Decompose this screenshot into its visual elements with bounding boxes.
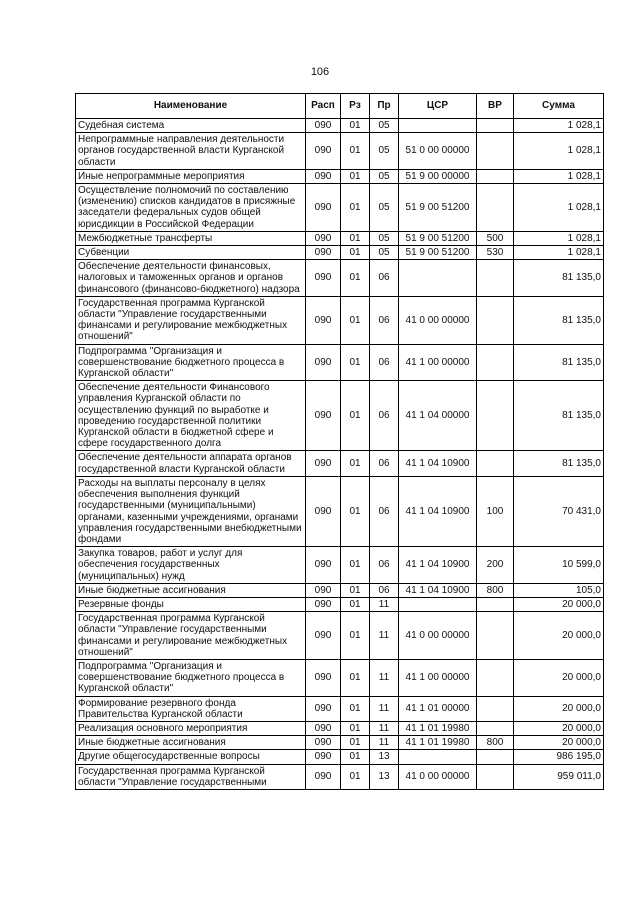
cell-vr [477, 344, 514, 381]
table-body [76, 119, 604, 790]
cell-rz: 01 [341, 231, 370, 245]
table-row [76, 764, 604, 789]
cell-name: Иные непрограммные мероприятия [76, 169, 306, 183]
cell-vr [477, 750, 514, 764]
cell-rasp: 090 [306, 696, 341, 721]
cell-vr [477, 119, 514, 133]
table-row [76, 231, 604, 245]
cell-rz: 01 [341, 133, 370, 170]
table-row [76, 184, 604, 232]
cell-sum: 105,0 [514, 583, 604, 597]
cell-rasp: 090 [306, 597, 341, 611]
cell-rz: 01 [341, 583, 370, 597]
cell-pr: 06 [370, 381, 399, 451]
cell-pr: 06 [370, 451, 399, 476]
cell-vr: 530 [477, 246, 514, 260]
cell-rz: 01 [341, 246, 370, 260]
cell-rz: 01 [341, 597, 370, 611]
cell-csr: 41 1 00 00000 [399, 659, 477, 696]
cell-pr: 05 [370, 119, 399, 133]
cell-sum: 10 599,0 [514, 547, 604, 584]
cell-name: Государственная программа Курганской области "Управление государственными финансами и регулирование межбюджетных отношений" [76, 296, 306, 344]
cell-csr: 41 1 01 00000 [399, 696, 477, 721]
header-rasp: Расп [306, 94, 341, 119]
cell-sum: 20 000,0 [514, 696, 604, 721]
cell-vr: 200 [477, 547, 514, 584]
cell-rasp: 090 [306, 764, 341, 789]
cell-name: Непрограммные направления деятельности органов государственной власти Курганской области [76, 133, 306, 170]
cell-pr: 05 [370, 231, 399, 245]
cell-name: Иные бюджетные ассигнования [76, 736, 306, 750]
cell-vr [477, 696, 514, 721]
cell-sum: 81 135,0 [514, 451, 604, 476]
cell-sum: 20 000,0 [514, 659, 604, 696]
cell-name: Формирование резервного фонда Правительства Курганской области [76, 696, 306, 721]
cell-pr: 05 [370, 246, 399, 260]
cell-csr: 41 1 01 19980 [399, 721, 477, 735]
table-row [76, 696, 604, 721]
header-sum: Сумма [514, 94, 604, 119]
cell-vr [477, 381, 514, 451]
cell-vr [477, 451, 514, 476]
cell-name: Государственная программа Курганской области "Управление государственными финансами и регулирование межбюджетных отношений" [76, 612, 306, 660]
cell-rasp: 090 [306, 119, 341, 133]
cell-name: Иные бюджетные ассигнования [76, 583, 306, 597]
cell-csr [399, 119, 477, 133]
cell-rz: 01 [341, 260, 370, 297]
cell-rz: 01 [341, 696, 370, 721]
table-row [76, 260, 604, 297]
cell-name: Резервные фонды [76, 597, 306, 611]
cell-rasp: 090 [306, 721, 341, 735]
header-name: Наименование [76, 94, 306, 119]
cell-sum: 1 028,1 [514, 231, 604, 245]
cell-sum: 20 000,0 [514, 612, 604, 660]
cell-sum: 20 000,0 [514, 597, 604, 611]
table-row [76, 597, 604, 611]
cell-rasp: 090 [306, 133, 341, 170]
cell-pr: 11 [370, 612, 399, 660]
cell-sum: 959 011,0 [514, 764, 604, 789]
cell-name: Обеспечение деятельности аппарата органов государственной власти Курганской области [76, 451, 306, 476]
cell-name: Обеспечение деятельности Финансового управления Курганской области по осуществлению функций по выработке и проведению государственной политики Курганской области в бюджетной сфере и сфере государственного долга [76, 381, 306, 451]
table-header-row [76, 94, 604, 119]
cell-pr: 11 [370, 659, 399, 696]
header-vr: ВР [477, 94, 514, 119]
table-row [76, 612, 604, 660]
cell-sum: 20 000,0 [514, 721, 604, 735]
table-row [76, 547, 604, 584]
cell-vr [477, 764, 514, 789]
cell-name: Подпрограмма "Организация и совершенствование бюджетного процесса в Курганской области" [76, 659, 306, 696]
table-row [76, 476, 604, 546]
cell-name: Расходы на выплаты персоналу в целях обеспечения выполнения функций государственными (муниципальными) органами, казенными учреждениями, органами управления государственными внебюджетными фондами [76, 476, 306, 546]
table-row [76, 169, 604, 183]
cell-vr [477, 133, 514, 170]
cell-pr: 13 [370, 764, 399, 789]
page-number: 106 [310, 66, 330, 78]
cell-vr [477, 721, 514, 735]
cell-csr: 41 0 00 00000 [399, 296, 477, 344]
cell-vr: 100 [477, 476, 514, 546]
cell-pr: 11 [370, 736, 399, 750]
cell-rasp: 090 [306, 451, 341, 476]
cell-csr: 41 1 04 10900 [399, 451, 477, 476]
cell-name: Другие общегосударственные вопросы [76, 750, 306, 764]
cell-vr: 500 [477, 231, 514, 245]
cell-csr: 51 9 00 51200 [399, 231, 477, 245]
cell-csr: 41 1 01 19980 [399, 736, 477, 750]
cell-vr [477, 612, 514, 660]
cell-rasp: 090 [306, 260, 341, 297]
cell-rasp: 090 [306, 612, 341, 660]
cell-sum: 1 028,1 [514, 133, 604, 170]
cell-rasp: 090 [306, 547, 341, 584]
cell-csr [399, 260, 477, 297]
cell-name: Реализация основного мероприятия [76, 721, 306, 735]
cell-rasp: 090 [306, 583, 341, 597]
cell-rasp: 090 [306, 381, 341, 451]
table-row [76, 736, 604, 750]
cell-name: Государственная программа Курганской области "Управление государственными [76, 764, 306, 789]
cell-sum: 1 028,1 [514, 119, 604, 133]
cell-rz: 01 [341, 721, 370, 735]
cell-csr: 41 1 04 10900 [399, 476, 477, 546]
cell-rasp: 090 [306, 184, 341, 232]
cell-vr [477, 169, 514, 183]
cell-rz: 01 [341, 547, 370, 584]
cell-pr: 05 [370, 184, 399, 232]
cell-rz: 01 [341, 750, 370, 764]
cell-rz: 01 [341, 736, 370, 750]
cell-sum: 20 000,0 [514, 736, 604, 750]
cell-sum: 986 195,0 [514, 750, 604, 764]
table-row [76, 381, 604, 451]
cell-sum: 81 135,0 [514, 344, 604, 381]
cell-rasp: 090 [306, 169, 341, 183]
cell-rz: 01 [341, 476, 370, 546]
cell-csr: 51 9 00 00000 [399, 169, 477, 183]
table-row [76, 296, 604, 344]
cell-rz: 01 [341, 344, 370, 381]
cell-csr: 41 1 00 00000 [399, 344, 477, 381]
cell-pr: 06 [370, 260, 399, 297]
table-row [76, 659, 604, 696]
cell-rasp: 090 [306, 246, 341, 260]
cell-pr: 06 [370, 296, 399, 344]
header-csr: ЦСР [399, 94, 477, 119]
cell-sum: 81 135,0 [514, 296, 604, 344]
cell-csr: 41 1 04 10900 [399, 547, 477, 584]
cell-pr: 05 [370, 169, 399, 183]
cell-pr: 06 [370, 583, 399, 597]
cell-rz: 01 [341, 184, 370, 232]
cell-csr: 41 1 04 00000 [399, 381, 477, 451]
cell-rasp: 090 [306, 344, 341, 381]
cell-name: Субвенции [76, 246, 306, 260]
cell-vr: 800 [477, 736, 514, 750]
cell-rz: 01 [341, 296, 370, 344]
cell-pr: 05 [370, 133, 399, 170]
cell-rz: 01 [341, 659, 370, 696]
cell-name: Закупка товаров, работ и услуг для обеспечения государственных (муниципальных) нужд [76, 547, 306, 584]
cell-vr [477, 296, 514, 344]
cell-rz: 01 [341, 612, 370, 660]
cell-vr [477, 597, 514, 611]
budget-table [75, 93, 604, 790]
cell-pr: 06 [370, 344, 399, 381]
cell-vr [477, 260, 514, 297]
cell-sum: 81 135,0 [514, 260, 604, 297]
cell-csr [399, 597, 477, 611]
cell-rz: 01 [341, 451, 370, 476]
cell-name: Подпрограмма "Организация и совершенствование бюджетного процесса в Курганской области" [76, 344, 306, 381]
table-row [76, 451, 604, 476]
cell-pr: 11 [370, 696, 399, 721]
header-rz: Рз [341, 94, 370, 119]
cell-csr: 41 0 00 00000 [399, 764, 477, 789]
cell-pr: 11 [370, 597, 399, 611]
cell-name: Судебная система [76, 119, 306, 133]
table-row [76, 583, 604, 597]
table-row [76, 344, 604, 381]
cell-name: Осуществление полномочий по составлению (изменению) списков кандидатов в присяжные заседатели федеральных судов общей юрисдикции в Российской Федерации [76, 184, 306, 232]
cell-sum: 81 135,0 [514, 381, 604, 451]
cell-vr [477, 659, 514, 696]
cell-pr: 06 [370, 476, 399, 546]
cell-csr: 51 9 00 51200 [399, 246, 477, 260]
table-row [76, 721, 604, 735]
cell-sum: 70 431,0 [514, 476, 604, 546]
cell-pr: 13 [370, 750, 399, 764]
cell-rasp: 090 [306, 736, 341, 750]
table-row [76, 750, 604, 764]
cell-vr [477, 184, 514, 232]
cell-csr: 51 0 00 00000 [399, 133, 477, 170]
cell-rz: 01 [341, 381, 370, 451]
header-pr: Пр [370, 94, 399, 119]
cell-rz: 01 [341, 119, 370, 133]
cell-vr: 800 [477, 583, 514, 597]
cell-name: Межбюджетные трансферты [76, 231, 306, 245]
cell-rz: 01 [341, 764, 370, 789]
table-row [76, 119, 604, 133]
cell-rasp: 090 [306, 476, 341, 546]
cell-csr: 41 1 04 10900 [399, 583, 477, 597]
cell-pr: 06 [370, 547, 399, 584]
cell-sum: 1 028,1 [514, 184, 604, 232]
cell-csr [399, 750, 477, 764]
cell-rasp: 090 [306, 231, 341, 245]
cell-rasp: 090 [306, 659, 341, 696]
cell-csr: 41 0 00 00000 [399, 612, 477, 660]
table-row [76, 246, 604, 260]
table-row [76, 133, 604, 170]
cell-sum: 1 028,1 [514, 169, 604, 183]
cell-pr: 11 [370, 721, 399, 735]
cell-rasp: 090 [306, 296, 341, 344]
cell-rz: 01 [341, 169, 370, 183]
cell-sum: 1 028,1 [514, 246, 604, 260]
cell-csr: 51 9 00 51200 [399, 184, 477, 232]
cell-rasp: 090 [306, 750, 341, 764]
cell-name: Обеспечение деятельности финансовых, налоговых и таможенных органов и органов финансового (финансово-бюджетного) надзора [76, 260, 306, 297]
